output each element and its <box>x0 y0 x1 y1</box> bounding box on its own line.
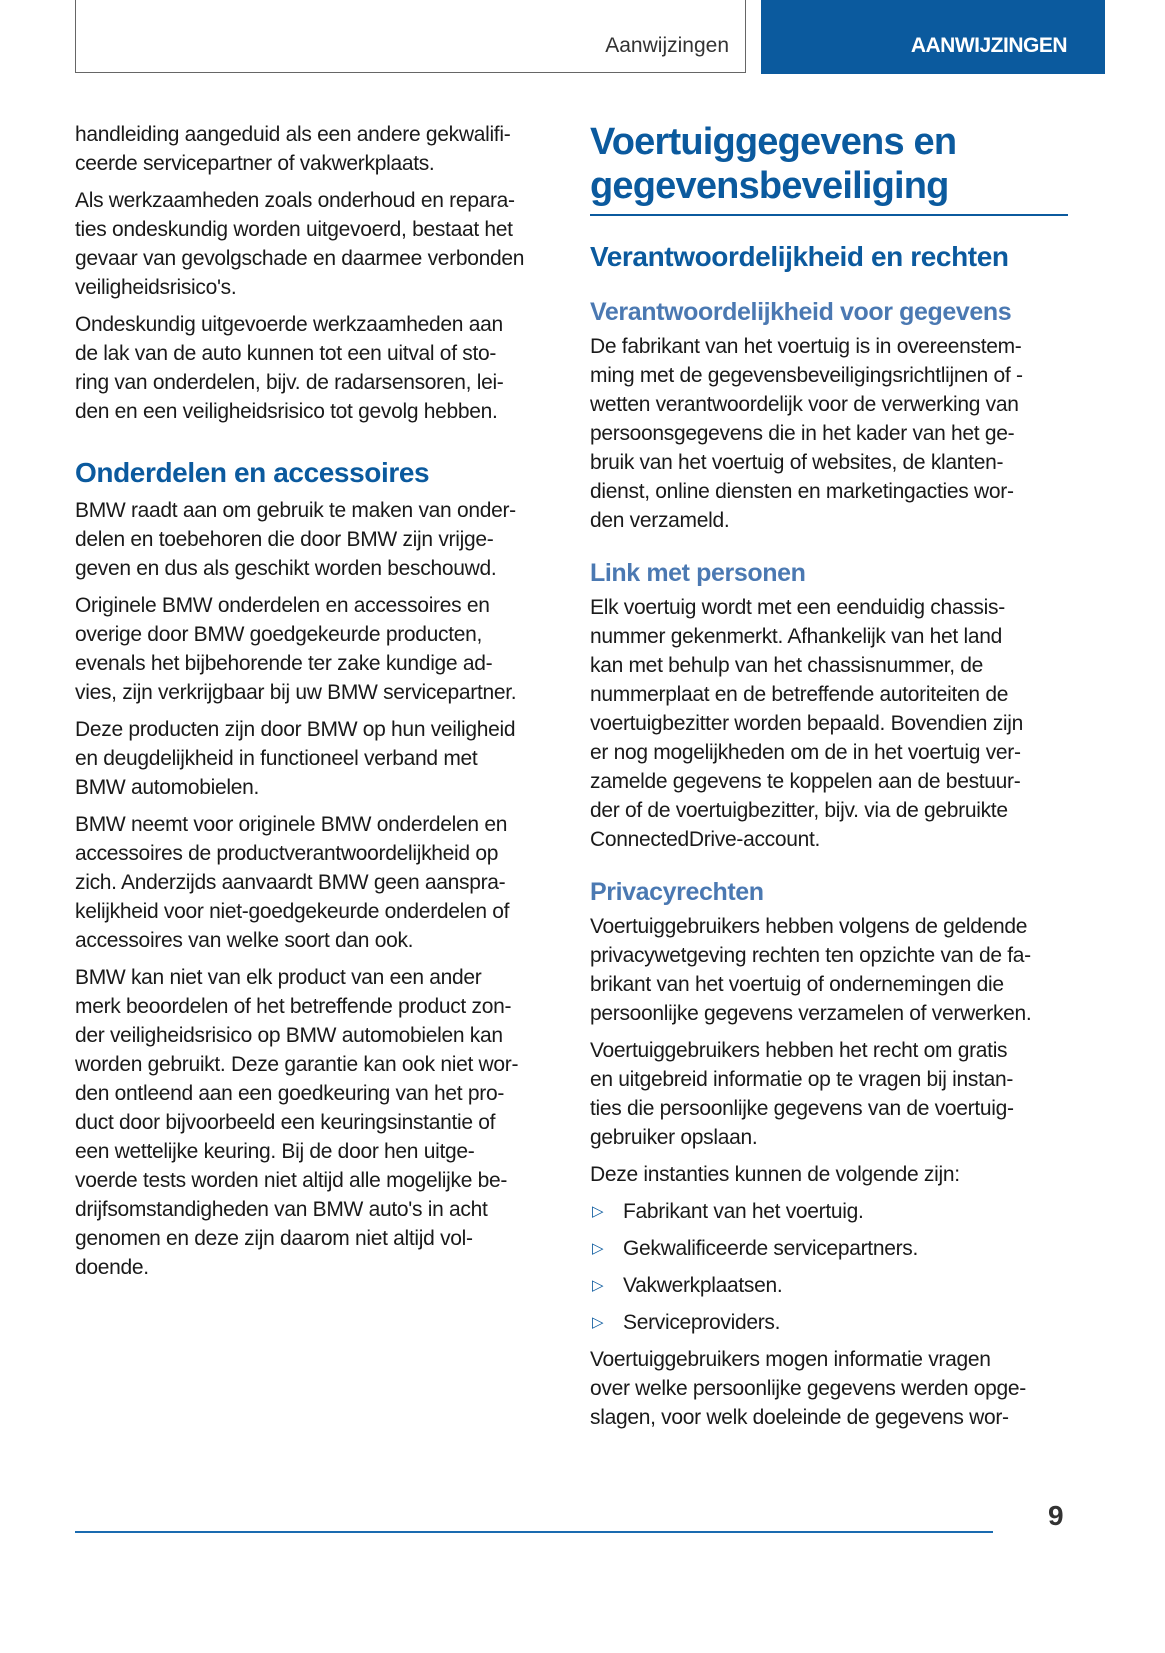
section-heading: Onderdelen en accessoires <box>75 457 430 488</box>
text-line: Elk voertuig wordt met een eenduidig chassis- <box>590 596 1005 619</box>
paragraph <box>75 120 557 178</box>
text-line: persoonlijke gegevens verzamelen of verwerken. <box>590 1002 1032 1025</box>
text-line: genomen en deze zijn daarom niet altijd vol- <box>75 1227 473 1250</box>
text-line: kan met behulp van het chassisnummer, de <box>590 654 984 677</box>
section-title: Aanwijzingen <box>605 34 729 57</box>
triangle-right-outline-icon: ▷ <box>592 1314 604 1331</box>
text-line: vies, zijn verkrijgbaar bij uw BMW servicepartner. <box>75 681 517 704</box>
text-line: De fabrikant van het voertuig is in overeenstem- <box>590 335 1022 358</box>
text-line: dienst, online diensten en marketingacties wor- <box>590 480 1014 503</box>
text-line: zich. Anderzijds aanvaardt BMW geen aanspra- <box>75 871 506 894</box>
page-heading <box>590 120 1068 216</box>
text-line: nummerplaat en de betreffende autoriteiten de <box>590 683 1009 706</box>
header-box <box>75 0 746 73</box>
text-line: handleiding aangeduid als een andere gekwalifi- <box>75 123 511 146</box>
text-line: Voertuiggebruikers hebben volgens de geldende <box>590 915 1028 938</box>
text-line: een wettelijke keuring. Bij de door hen uitge- <box>75 1140 475 1163</box>
text-line: ming met de gegevensbeveiligingsrichtlijnen of - <box>590 364 1023 387</box>
text-line: evenals het bijbehorende ter zake kundige ad- <box>75 652 493 675</box>
right-column <box>590 120 1068 1440</box>
list-item-text: Gekwalificeerde servicepartners. <box>623 1237 919 1260</box>
text-line: brikant van het voertuig of ondernemingen die <box>590 973 1004 996</box>
text-line: ceerde servicepartner of vakwerkplaats. <box>75 152 435 175</box>
text-line: drijfsomstandigheden van BMW auto's in acht <box>75 1198 488 1221</box>
list-item-text: Vakwerkplaatsen. <box>623 1274 783 1297</box>
text-line: zamelde gegevens te koppelen aan de bestuur- <box>590 770 1021 793</box>
text-line: Voertuiggegevens en <box>590 121 957 163</box>
text-line: accessoires van welke soort dan ook. <box>75 929 414 952</box>
text-line: BMW automobielen. <box>75 776 259 799</box>
text-line: nummer gekenmerkt. Afhankelijk van het land <box>590 625 1002 648</box>
paragraph <box>590 912 1068 1028</box>
paragraph <box>590 332 1068 535</box>
text-line: ties die persoonlijke gegevens van de voertuig- <box>590 1097 1014 1120</box>
paragraph <box>75 186 557 302</box>
text-line: gevaar van gevolgschade en daarmee verbonden <box>75 247 525 270</box>
text-line: ring van onderdelen, bijv. de radarsensoren, lei- <box>75 371 504 394</box>
text-line: BMW raadt aan om gebruik te maken van onder- <box>75 499 516 522</box>
text-line: den verzameld. <box>590 509 730 532</box>
text-line: Ondeskundig uitgevoerde werkzaamheden aan <box>75 313 503 336</box>
chapter-tab <box>761 0 1105 74</box>
text-line: en deugdelijkheid in functioneel verband met <box>75 747 478 770</box>
list-item-text: Serviceproviders. <box>623 1311 781 1334</box>
text-line: Deze producten zijn door BMW op hun veiligheid <box>75 718 516 741</box>
list-item <box>590 1234 1068 1263</box>
list-item-text: Fabrikant van het voertuig. <box>623 1200 864 1223</box>
paragraph <box>590 1160 1068 1189</box>
text-line: duct door bijvoorbeeld een keuringsinstantie of <box>75 1111 496 1134</box>
text-line: BMW neemt voor originele BMW onderdelen en <box>75 813 508 836</box>
text-line: der of de voertuigbezitter, bijv. via de gebruikte <box>590 799 1008 822</box>
triangle-right-outline-icon: ▷ <box>592 1277 604 1294</box>
text-line: wetten verantwoordelijk voor de verwerking van <box>590 393 1019 416</box>
paragraph <box>590 1345 1068 1432</box>
paragraph <box>75 715 557 802</box>
page-number: 9 <box>1048 1500 1064 1531</box>
paragraph <box>590 1036 1068 1152</box>
text-line: Originele BMW onderdelen en accessoires en <box>75 594 490 617</box>
text-line: gebruiker opslaan. <box>590 1126 758 1149</box>
text-line: ConnectedDrive-account. <box>590 828 821 851</box>
text-line: privacywetgeving rechten ten opzichte van de fa- <box>590 944 1031 967</box>
text-line: de lak van de auto kunnen tot een uitval of sto- <box>75 342 497 365</box>
paragraph <box>590 593 1068 854</box>
text-line: der veiligheidsrisico op BMW automobielen kan <box>75 1024 503 1047</box>
text-line: en uitgebreid informatie op te vragen bij instan- <box>590 1068 1014 1091</box>
text-line: persoonsgegevens die in het kader van het ge- <box>590 422 1015 445</box>
text-line: overige door BMW goedgekeurde producten, <box>75 623 483 646</box>
left-column <box>75 120 557 1290</box>
text-line: er nog mogelijkheden om de in het voertuig ver- <box>590 741 1021 764</box>
list-item <box>590 1271 1068 1300</box>
list-item <box>590 1308 1068 1337</box>
text-line: Voertuiggebruikers hebben het recht om gratis <box>590 1039 1008 1062</box>
subsection-heading: Link met personen <box>590 559 806 587</box>
text-line: merk beoordelen of het betreffende product zon- <box>75 995 512 1018</box>
bullet-list <box>590 1197 1068 1337</box>
section-heading: Verantwoordelijkheid en rechten <box>590 241 1009 272</box>
text-line: ties ondeskundig worden uitgevoerd, bestaat het <box>75 218 513 241</box>
text-line: accessoires de productverantwoordelijkheid op <box>75 842 499 865</box>
triangle-right-outline-icon: ▷ <box>592 1203 604 1220</box>
text-line: gegevensbeveiliging <box>590 165 949 207</box>
paragraph <box>75 310 557 426</box>
paragraph <box>75 963 557 1282</box>
text-line: bruik van het voertuig of websites, de klanten- <box>590 451 1004 474</box>
text-line: den ontleend aan een goedkeuring van het pro- <box>75 1082 505 1105</box>
text-line: Voertuiggebruikers mogen informatie vragen <box>590 1348 991 1371</box>
text-line: BMW kan niet van elk product van een ander <box>75 966 482 989</box>
footer-divider <box>75 1531 993 1533</box>
subsection-heading: Verantwoordelijkheid voor gegevens <box>590 298 1012 326</box>
triangle-right-outline-icon: ▷ <box>592 1240 604 1257</box>
paragraph <box>75 591 557 707</box>
text-line: voerde tests worden niet altijd alle mogelijke be- <box>75 1169 508 1192</box>
paragraph <box>75 496 557 583</box>
text-line: veiligheidsrisico's. <box>75 276 237 299</box>
text-line: slagen, voor welk doeleinde de gegevens wor- <box>590 1406 1009 1429</box>
text-line: den en een veiligheidsrisico tot gevolg hebben. <box>75 400 498 423</box>
chapter-tab-label: AANWIJZINGEN <box>910 34 1067 57</box>
text-line: worden gebruikt. Deze garantie kan ook niet wor- <box>75 1053 519 1076</box>
text-line: delen en toebehoren die door BMW zijn vrijge- <box>75 528 494 551</box>
text-line: kelijkheid voor niet-goedgekeurde onderdelen of <box>75 900 510 923</box>
text-line: over welke persoonlijke gegevens werden opge- <box>590 1377 1026 1400</box>
paragraph <box>75 810 557 955</box>
text-line: Deze instanties kunnen de volgende zijn: <box>590 1163 960 1186</box>
text-line: doende. <box>75 1256 149 1279</box>
subsection-heading: Privacyrechten <box>590 878 764 906</box>
text-line: voertuigbezitter worden bepaald. Bovendien zijn <box>590 712 1024 735</box>
text-line: Als werkzaamheden zoals onderhoud en repara- <box>75 189 515 212</box>
text-line: geven en dus als geschikt worden beschouwd. <box>75 557 497 580</box>
list-item <box>590 1197 1068 1226</box>
